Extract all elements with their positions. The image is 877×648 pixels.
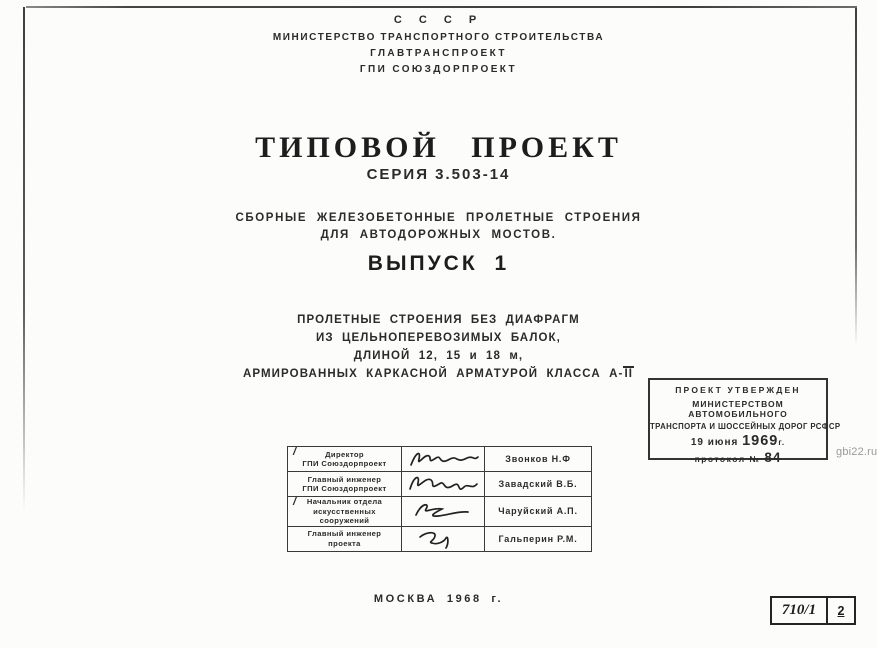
- approval-line-2: МИНИСТЕРСТВОМ АВТОМОБИЛЬНОГО: [688, 399, 788, 419]
- doc-number: 710/1: [772, 598, 828, 623]
- check-mark: /: [293, 446, 297, 458]
- check-mark: /: [293, 496, 297, 508]
- description-line-3: ДЛИНОЙ 12, 15 и 18 м,: [353, 350, 524, 362]
- signer-org: искусственных сооружений: [313, 506, 376, 525]
- approval-date: [650, 433, 826, 449]
- signer-title: Главный инженер: [307, 529, 382, 538]
- approval-date-day-month: 19 июня: [690, 437, 739, 448]
- approval-stamp-box: [648, 378, 841, 465]
- city-year: МОСКВА 1968 г.: [373, 593, 504, 605]
- rebar-class-prefix: АРМИРОВАННЫХ КАРКАСНОЙ АРМАТУРОЙ КЛАССА А-: [242, 368, 624, 380]
- approval-date-suffix: г.: [778, 438, 786, 447]
- table-row: [288, 497, 592, 527]
- country-name: С С С Р: [393, 14, 484, 26]
- signer-title: Начальник отдела: [306, 497, 383, 506]
- signer-org: ГПИ Союздорпроект: [302, 484, 387, 493]
- subject-line-2: ДЛЯ АВТОДОРОЖНЫХ МОСТОВ.: [320, 229, 557, 241]
- signer-title: Директор: [325, 449, 364, 459]
- watermark: gbi22.ru: [836, 446, 877, 458]
- issue-number: ВЫПУСК 1: [367, 252, 510, 275]
- table-row: [288, 472, 592, 497]
- signature-scribble: [404, 527, 482, 551]
- signer-name: Звонков Н.Ф: [485, 447, 592, 472]
- signature-table: [287, 446, 592, 552]
- signer-name: Чаруйский А.П.: [485, 497, 592, 527]
- signer-org: проекта: [328, 538, 361, 548]
- signature-scribble: [404, 447, 482, 471]
- approval-protocol: [650, 450, 826, 465]
- signature-scribble: [404, 499, 482, 523]
- description-block: [0, 311, 877, 383]
- subject-line-1: СБОРНЫЕ ЖЕЛЕЗОБЕТОННЫЕ ПРОЛЕТНЫЕ СТРОЕНИЯ: [235, 212, 642, 224]
- signer-title: Главный инженер: [307, 474, 382, 484]
- description-line-2: ИЗ ЦЕЛЬНОПЕРЕВОЗИМЫХ БАЛОК,: [316, 332, 561, 344]
- series-number: СЕРИЯ 3.503-14: [366, 166, 511, 183]
- document-title: ТИПОВОЙ ПРОЕКТ: [255, 131, 622, 164]
- document-number-stamp: [770, 596, 856, 625]
- approval-line-1: ПРОЕКТ УТВЕРЖДЕН: [675, 385, 801, 395]
- protocol-number: 84: [764, 450, 782, 465]
- table-row: [288, 526, 592, 551]
- ministry-name: МИНИСТЕРСТВО ТРАНСПОРТНОГО СТРОИТЕЛЬСТВА: [272, 32, 605, 43]
- signer-name: Завадский В.Б.: [485, 472, 592, 497]
- approval-date-year: 1969: [742, 433, 779, 449]
- glavtransproekt-name: ГЛАВТРАНСПРОЕКТ: [370, 48, 507, 59]
- protocol-label: протокол №: [694, 454, 761, 464]
- rebar-class-roman: II: [624, 368, 634, 380]
- table-row: [288, 447, 592, 472]
- frame-top-line: [26, 6, 857, 8]
- signature-scribble: [404, 472, 482, 496]
- sheet-number: 2: [837, 603, 845, 618]
- description-line-1: ПРОЛЕТНЫЕ СТРОЕНИЯ БЕЗ ДИАФРАГМ: [297, 314, 580, 326]
- institute-name: ГПИ СОЮЗДОРПРОЕКТ: [359, 64, 518, 75]
- signer-org: ГПИ Союздорпроект: [302, 459, 387, 468]
- approval-line-3: ТРАНСПОРТА И ШОССЕЙНЫХ ДОРОГ РСФСР: [650, 422, 841, 431]
- signer-name: Гальперин Р.М.: [485, 526, 592, 551]
